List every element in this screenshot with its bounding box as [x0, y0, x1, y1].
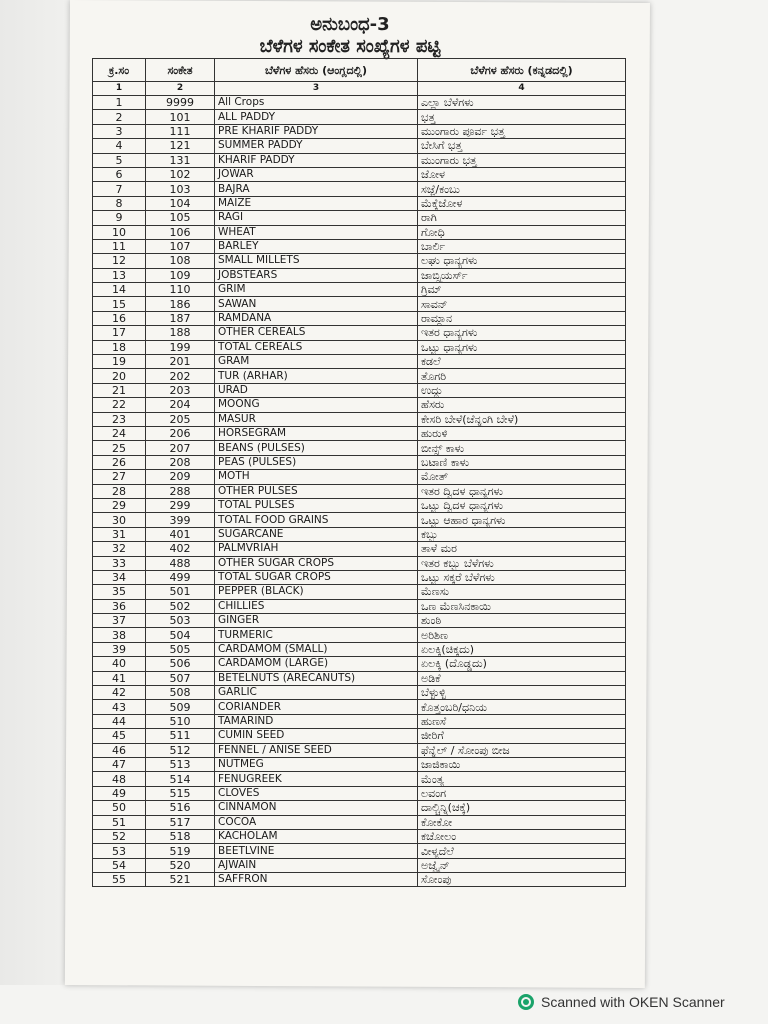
column-number-row — [93, 82, 626, 96]
row-crop-name-english: CHILLIES — [215, 599, 418, 613]
row-code: 513 — [146, 757, 215, 771]
row-crop-name-english: SUGARCANE — [215, 527, 418, 541]
row-crop-name-english: WHEAT — [215, 225, 418, 239]
table-row — [93, 167, 626, 181]
scanner-watermark-text: Scanned with OKEN Scanner — [541, 994, 725, 1010]
table-row — [93, 153, 626, 167]
row-serial-number: 11 — [93, 239, 146, 253]
row-crop-name-kannada: ರಾಮ್ದಾನ — [418, 311, 626, 325]
row-crop-name-english: BEETLVINE — [215, 844, 418, 858]
row-crop-name-kannada: ಕೋಕೋ — [418, 815, 626, 829]
row-serial-number: 26 — [93, 455, 146, 469]
table-row — [93, 873, 626, 887]
row-crop-name-english: SMALL MILLETS — [215, 254, 418, 268]
table-row — [93, 570, 626, 584]
row-serial-number: 3 — [93, 124, 146, 138]
row-code: 106 — [146, 225, 215, 239]
row-crop-name-kannada: ಕಚೋಲಂ — [418, 829, 626, 843]
row-code: 521 — [146, 873, 215, 887]
row-crop-name-english: CARDAMOM (SMALL) — [215, 642, 418, 656]
row-code: 206 — [146, 426, 215, 440]
row-serial-number: 25 — [93, 441, 146, 455]
row-serial-number: 47 — [93, 757, 146, 771]
row-crop-name-kannada: ಲವಂಗ — [418, 786, 626, 800]
row-serial-number: 30 — [93, 513, 146, 527]
row-serial-number: 14 — [93, 283, 146, 297]
row-code: 488 — [146, 556, 215, 570]
row-code: 9999 — [146, 96, 215, 110]
row-crop-name-kannada: ಅರಿಶಿಣ — [418, 628, 626, 642]
row-crop-name-english: RAMDANA — [215, 311, 418, 325]
table-row — [93, 383, 626, 397]
row-code: 105 — [146, 211, 215, 225]
table-row — [93, 297, 626, 311]
row-crop-name-english: CUMIN SEED — [215, 729, 418, 743]
row-crop-name-english: HORSEGRAM — [215, 426, 418, 440]
table-row — [93, 254, 626, 268]
row-serial-number: 43 — [93, 700, 146, 714]
row-code: 108 — [146, 254, 215, 268]
row-code: 205 — [146, 412, 215, 426]
row-code: 109 — [146, 268, 215, 282]
row-serial-number: 18 — [93, 340, 146, 354]
row-code: 101 — [146, 110, 215, 124]
row-crop-name-kannada: ಮುಂಗಾರು ಭತ್ತ — [418, 153, 626, 167]
row-code: 509 — [146, 700, 215, 714]
table-row — [93, 714, 626, 728]
row-serial-number: 2 — [93, 110, 146, 124]
table-row — [93, 542, 626, 556]
row-code: 121 — [146, 139, 215, 153]
row-code: 288 — [146, 484, 215, 498]
row-serial-number: 48 — [93, 772, 146, 786]
row-code: 511 — [146, 729, 215, 743]
row-crop-name-kannada: ರಾಗಿ — [418, 211, 626, 225]
row-code: 502 — [146, 599, 215, 613]
row-crop-name-kannada: ಒಟ್ಟು ಧಾನ್ಯಗಳು — [418, 340, 626, 354]
row-crop-name-kannada: ಒಟ್ಟು ಆಹಾರ ಧಾನ್ಯಗಳು — [418, 513, 626, 527]
row-serial-number: 42 — [93, 686, 146, 700]
row-serial-number: 46 — [93, 743, 146, 757]
row-crop-name-english: SAFFRON — [215, 873, 418, 887]
row-serial-number: 22 — [93, 398, 146, 412]
row-serial-number: 40 — [93, 657, 146, 671]
table-row — [93, 426, 626, 440]
row-crop-name-english: JOWAR — [215, 167, 418, 181]
row-code: 186 — [146, 297, 215, 311]
row-code: 110 — [146, 283, 215, 297]
row-crop-name-english: CINNAMON — [215, 801, 418, 815]
row-code: 517 — [146, 815, 215, 829]
row-crop-name-english: SUMMER PADDY — [215, 139, 418, 153]
table-row — [93, 196, 626, 210]
title-line-annex: ಅನುಬಂಧ-3 — [310, 14, 390, 35]
row-serial-number: 32 — [93, 542, 146, 556]
row-serial-number: 4 — [93, 139, 146, 153]
row-code: 199 — [146, 340, 215, 354]
table-row — [93, 757, 626, 771]
table-row — [93, 614, 626, 628]
table-row — [93, 786, 626, 800]
row-crop-name-kannada: ಬೀನ್ಸ್ ಕಾಳು — [418, 441, 626, 455]
row-crop-name-english: GRAM — [215, 355, 418, 369]
header-crop-name-kannada: ಬೆಳೆಗಳ ಹೆಸರು (ಕನ್ನಡದಲ್ಲಿ) — [418, 59, 626, 82]
row-serial-number: 38 — [93, 628, 146, 642]
table-row — [93, 772, 626, 786]
row-crop-name-english: PEPPER (BLACK) — [215, 585, 418, 599]
column-number: 4 — [418, 82, 626, 96]
row-code: 201 — [146, 355, 215, 369]
row-crop-name-english: SAWAN — [215, 297, 418, 311]
row-crop-name-english: AJWAIN — [215, 858, 418, 872]
table-row — [93, 326, 626, 340]
table-header-row — [93, 59, 626, 82]
row-code: 516 — [146, 801, 215, 815]
row-crop-name-kannada: ಜಾಜಿಕಾಯಿ — [418, 757, 626, 771]
row-crop-name-kannada: ಗೋಧಿ — [418, 225, 626, 239]
document-title — [100, 14, 600, 58]
table-row — [93, 283, 626, 297]
table-row — [93, 398, 626, 412]
row-serial-number: 19 — [93, 355, 146, 369]
table-row — [93, 498, 626, 512]
row-crop-name-english: BAJRA — [215, 182, 418, 196]
row-code: 501 — [146, 585, 215, 599]
row-crop-name-kannada: ಜೋಳ — [418, 167, 626, 181]
row-serial-number: 54 — [93, 858, 146, 872]
title-line-crop-code-list: ಬೆಳೆಗಳ ಸಂಕೇತ ಸಂಖ್ಯೆಗಳ ಪಟ್ಟಿ — [259, 36, 441, 57]
row-serial-number: 23 — [93, 412, 146, 426]
table-row — [93, 844, 626, 858]
row-serial-number: 28 — [93, 484, 146, 498]
row-serial-number: 39 — [93, 642, 146, 656]
header-code: ಸಂಕೇತ — [146, 59, 215, 82]
row-crop-name-kannada: ಸಾವನ್ — [418, 297, 626, 311]
row-serial-number: 7 — [93, 182, 146, 196]
row-crop-name-kannada: ಅಡಿಕೆ — [418, 671, 626, 685]
row-crop-name-kannada: ಬೆಳ್ಳುಳ್ಳಿ — [418, 686, 626, 700]
table-row — [93, 700, 626, 714]
row-serial-number: 55 — [93, 873, 146, 887]
row-code: 209 — [146, 470, 215, 484]
row-crop-name-english: KHARIF PADDY — [215, 153, 418, 167]
background-left-margin — [0, 0, 70, 985]
row-crop-name-english: GINGER — [215, 614, 418, 628]
row-code: 102 — [146, 167, 215, 181]
row-crop-name-kannada: ಕೊತ್ತಂಬರಿ/ಧನಿಯ — [418, 700, 626, 714]
scanner-watermark — [518, 992, 725, 1012]
row-crop-name-english: CLOVES — [215, 786, 418, 800]
column-number: 3 — [215, 82, 418, 96]
row-crop-name-english: FENNEL / ANISE SEED — [215, 743, 418, 757]
row-serial-number: 50 — [93, 801, 146, 815]
table-row — [93, 139, 626, 153]
row-crop-name-kannada: ಮೋತ್ — [418, 470, 626, 484]
oken-scanner-logo-icon — [518, 994, 534, 1010]
row-crop-name-kannada: ಒಟ್ಟು ಸಕ್ಕರೆ ಬೆಳೆಗಳು — [418, 570, 626, 584]
row-code: 512 — [146, 743, 215, 757]
row-crop-name-kannada: ಅಜ್ವೈನ್ — [418, 858, 626, 872]
row-crop-name-kannada: ಉದ್ದು — [418, 383, 626, 397]
row-serial-number: 53 — [93, 844, 146, 858]
row-code: 507 — [146, 671, 215, 685]
table-row — [93, 628, 626, 642]
row-code: 508 — [146, 686, 215, 700]
row-crop-name-english: MOONG — [215, 398, 418, 412]
table-row — [93, 311, 626, 325]
row-crop-name-english: TURMERIC — [215, 628, 418, 642]
row-crop-name-kannada: ಶುಂಠಿ — [418, 614, 626, 628]
row-crop-name-kannada: ಹೆಸರು — [418, 398, 626, 412]
row-crop-name-english: JOBSTEARS — [215, 268, 418, 282]
row-crop-name-english: BETELNUTS (ARECANUTS) — [215, 671, 418, 685]
row-code: 514 — [146, 772, 215, 786]
row-serial-number: 10 — [93, 225, 146, 239]
row-crop-name-kannada: ಸೋಂಪು — [418, 873, 626, 887]
row-serial-number: 45 — [93, 729, 146, 743]
row-serial-number: 9 — [93, 211, 146, 225]
row-crop-name-kannada: ವೀಳ್ಯದೆಲೆ — [418, 844, 626, 858]
row-crop-name-english: COCOA — [215, 815, 418, 829]
table-row — [93, 484, 626, 498]
row-crop-name-english: OTHER PULSES — [215, 484, 418, 498]
row-crop-name-kannada: ಬಟಾಣಿ ಕಾಳು — [418, 455, 626, 469]
row-crop-name-kannada: ಏಲಕ್ಕಿ (ದೊಡ್ಡದು) — [418, 657, 626, 671]
row-crop-name-kannada: ಮೆಕ್ಕೆಜೋಳ — [418, 196, 626, 210]
table-row — [93, 513, 626, 527]
row-serial-number: 21 — [93, 383, 146, 397]
row-crop-name-kannada: ಮೆಂತ್ಯ — [418, 772, 626, 786]
row-serial-number: 34 — [93, 570, 146, 584]
table-row — [93, 642, 626, 656]
row-crop-name-kannada: ಬೇಸಿಗೆ ಭತ್ತ — [418, 139, 626, 153]
row-serial-number: 29 — [93, 498, 146, 512]
row-crop-name-kannada: ಹುರುಳಿ — [418, 426, 626, 440]
row-code: 402 — [146, 542, 215, 556]
row-crop-name-english: TAMARIND — [215, 714, 418, 728]
row-serial-number: 41 — [93, 671, 146, 685]
row-serial-number: 37 — [93, 614, 146, 628]
table-row — [93, 110, 626, 124]
table-row — [93, 556, 626, 570]
row-crop-name-kannada: ಕೇಸರಿ ಬೇಳೆ(ಚೆನ್ನಂಗಿ ಬೇಳೆ) — [418, 412, 626, 426]
row-crop-name-english: BARLEY — [215, 239, 418, 253]
row-crop-name-kannada: ಸಜ್ಜೆ/ಕಂಬು — [418, 182, 626, 196]
row-crop-name-kannada: ಮುಂಗಾರು ಪೂರ್ವ ಭತ್ತ — [418, 124, 626, 138]
row-crop-name-english: All Crops — [215, 96, 418, 110]
row-crop-name-kannada: ಎಲ್ಲಾ ಬೆಳೆಗಳು — [418, 96, 626, 110]
row-code: 104 — [146, 196, 215, 210]
row-crop-name-kannada: ಗ್ರಿಮ್ — [418, 283, 626, 297]
column-number: 2 — [146, 82, 215, 96]
row-serial-number: 27 — [93, 470, 146, 484]
row-crop-name-kannada: ಇತರ ದ್ವಿದಳ ಧಾನ್ಯಗಳು — [418, 484, 626, 498]
row-crop-name-english: ALL PADDY — [215, 110, 418, 124]
row-code: 399 — [146, 513, 215, 527]
row-code: 203 — [146, 383, 215, 397]
row-crop-name-kannada: ಭತ್ತ — [418, 110, 626, 124]
table-row — [93, 858, 626, 872]
row-serial-number: 44 — [93, 714, 146, 728]
row-crop-name-kannada: ಬಾರ್ಲಿ — [418, 239, 626, 253]
table-row — [93, 743, 626, 757]
row-code: 202 — [146, 369, 215, 383]
row-crop-name-english: NUTMEG — [215, 757, 418, 771]
table-row — [93, 470, 626, 484]
table-row — [93, 124, 626, 138]
table-row — [93, 801, 626, 815]
table-row — [93, 815, 626, 829]
table-row — [93, 239, 626, 253]
table-row — [93, 729, 626, 743]
table-body — [93, 96, 626, 887]
table-row — [93, 412, 626, 426]
table-row — [93, 340, 626, 354]
row-code: 103 — [146, 182, 215, 196]
row-crop-name-english: PEAS (PULSES) — [215, 455, 418, 469]
table-row — [93, 671, 626, 685]
crop-code-table — [92, 58, 626, 887]
row-code: 208 — [146, 455, 215, 469]
row-code: 519 — [146, 844, 215, 858]
row-serial-number: 5 — [93, 153, 146, 167]
row-serial-number: 8 — [93, 196, 146, 210]
row-crop-name-english: TOTAL FOOD GRAINS — [215, 513, 418, 527]
row-crop-name-kannada: ಲಘು ಧಾನ್ಯಗಳು — [418, 254, 626, 268]
row-crop-name-english: TOTAL SUGAR CROPS — [215, 570, 418, 584]
table-row — [93, 599, 626, 613]
row-crop-name-english: RAGI — [215, 211, 418, 225]
row-code: 107 — [146, 239, 215, 253]
row-serial-number: 51 — [93, 815, 146, 829]
row-crop-name-english: MASUR — [215, 412, 418, 426]
row-crop-name-english: FENUGREEK — [215, 772, 418, 786]
table-row — [93, 829, 626, 843]
row-code: 299 — [146, 498, 215, 512]
table-row — [93, 355, 626, 369]
row-serial-number: 31 — [93, 527, 146, 541]
table-row — [93, 527, 626, 541]
row-code: 503 — [146, 614, 215, 628]
table-row — [93, 585, 626, 599]
row-crop-name-english: KACHOLAM — [215, 829, 418, 843]
row-crop-name-kannada: ಏಲಕ್ಕಿ(ಚಿಕ್ಕದು) — [418, 642, 626, 656]
row-crop-name-kannada: ತಾಳೆ ಮರ — [418, 542, 626, 556]
row-crop-name-english: TOTAL CEREALS — [215, 340, 418, 354]
row-crop-name-english: PRE KHARIF PADDY — [215, 124, 418, 138]
table-row — [93, 211, 626, 225]
row-code: 401 — [146, 527, 215, 541]
table-row — [93, 225, 626, 239]
row-crop-name-kannada: ಒಟ್ಟು ದ್ವಿದಳ ಧಾನ್ಯಗಳು — [418, 498, 626, 512]
row-crop-name-kannada: ಫೆನ್ನೆಲ್ / ಸೋಂಪು ಬೀಜ — [418, 743, 626, 757]
row-code: 506 — [146, 657, 215, 671]
row-crop-name-english: PALMVRIAH — [215, 542, 418, 556]
row-crop-name-kannada: ಮೆಣಸು — [418, 585, 626, 599]
row-crop-name-english: TUR (ARHAR) — [215, 369, 418, 383]
row-crop-name-kannada: ಕಡಲೆ — [418, 355, 626, 369]
column-number: 1 — [93, 82, 146, 96]
row-serial-number: 16 — [93, 311, 146, 325]
row-crop-name-english: CARDAMOM (LARGE) — [215, 657, 418, 671]
row-serial-number: 36 — [93, 599, 146, 613]
row-code: 505 — [146, 642, 215, 656]
table-row — [93, 182, 626, 196]
row-code: 510 — [146, 714, 215, 728]
row-crop-name-kannada: ತೊಗರಿ — [418, 369, 626, 383]
row-code: 204 — [146, 398, 215, 412]
row-code: 504 — [146, 628, 215, 642]
row-crop-name-kannada: ಕಬ್ಬು — [418, 527, 626, 541]
row-crop-name-english: OTHER SUGAR CROPS — [215, 556, 418, 570]
table-row — [93, 96, 626, 110]
row-code: 207 — [146, 441, 215, 455]
row-serial-number: 6 — [93, 167, 146, 181]
row-code: 188 — [146, 326, 215, 340]
row-serial-number: 33 — [93, 556, 146, 570]
row-crop-name-english: OTHER CEREALS — [215, 326, 418, 340]
row-serial-number: 17 — [93, 326, 146, 340]
row-crop-name-english: CORIANDER — [215, 700, 418, 714]
row-serial-number: 35 — [93, 585, 146, 599]
row-code: 131 — [146, 153, 215, 167]
table-row — [93, 657, 626, 671]
row-crop-name-kannada: ಜೀರಿಗೆ — [418, 729, 626, 743]
row-code: 499 — [146, 570, 215, 584]
row-code: 515 — [146, 786, 215, 800]
row-crop-name-kannada: ಇತರ ಕಬ್ಬು ಬೆಳೆಗಳು — [418, 556, 626, 570]
row-crop-name-english: BEANS (PULSES) — [215, 441, 418, 455]
table-row — [93, 441, 626, 455]
row-serial-number: 13 — [93, 268, 146, 282]
row-serial-number: 1 — [93, 96, 146, 110]
header-serial-number: ಕ್ರ.ಸಂ — [93, 59, 146, 82]
row-code: 187 — [146, 311, 215, 325]
row-serial-number: 24 — [93, 426, 146, 440]
row-serial-number: 12 — [93, 254, 146, 268]
table-row — [93, 268, 626, 282]
table-row — [93, 686, 626, 700]
row-serial-number: 52 — [93, 829, 146, 843]
row-crop-name-english: GRIM — [215, 283, 418, 297]
row-serial-number: 15 — [93, 297, 146, 311]
row-crop-name-kannada: ದಾಲ್ಚಿನ್ನಿ(ಚಕ್ಕೆ) — [418, 801, 626, 815]
table-row — [93, 455, 626, 469]
row-crop-name-english: MOTH — [215, 470, 418, 484]
table-row — [93, 369, 626, 383]
row-code: 518 — [146, 829, 215, 843]
row-crop-name-english: TOTAL PULSES — [215, 498, 418, 512]
row-crop-name-kannada: ಹುಣಸೆ — [418, 714, 626, 728]
header-crop-name-english: ಬೆಳೆಗಳ ಹೆಸರು (ಆಂಗ್ಲದಲ್ಲಿ) — [215, 59, 418, 82]
row-serial-number: 20 — [93, 369, 146, 383]
row-crop-name-english: GARLIC — [215, 686, 418, 700]
row-crop-name-kannada: ಒಣ ಮೆಣಸಿನಕಾಯಿ — [418, 599, 626, 613]
row-serial-number: 49 — [93, 786, 146, 800]
row-code: 111 — [146, 124, 215, 138]
row-crop-name-kannada: ಜಾಬ್ಸ್ಟಿಯರ್ಸ್ — [418, 268, 626, 282]
row-code: 520 — [146, 858, 215, 872]
row-crop-name-english: MAIZE — [215, 196, 418, 210]
row-crop-name-kannada: ಇತರ ಧಾನ್ಯಗಳು — [418, 326, 626, 340]
row-crop-name-english: URAD — [215, 383, 418, 397]
